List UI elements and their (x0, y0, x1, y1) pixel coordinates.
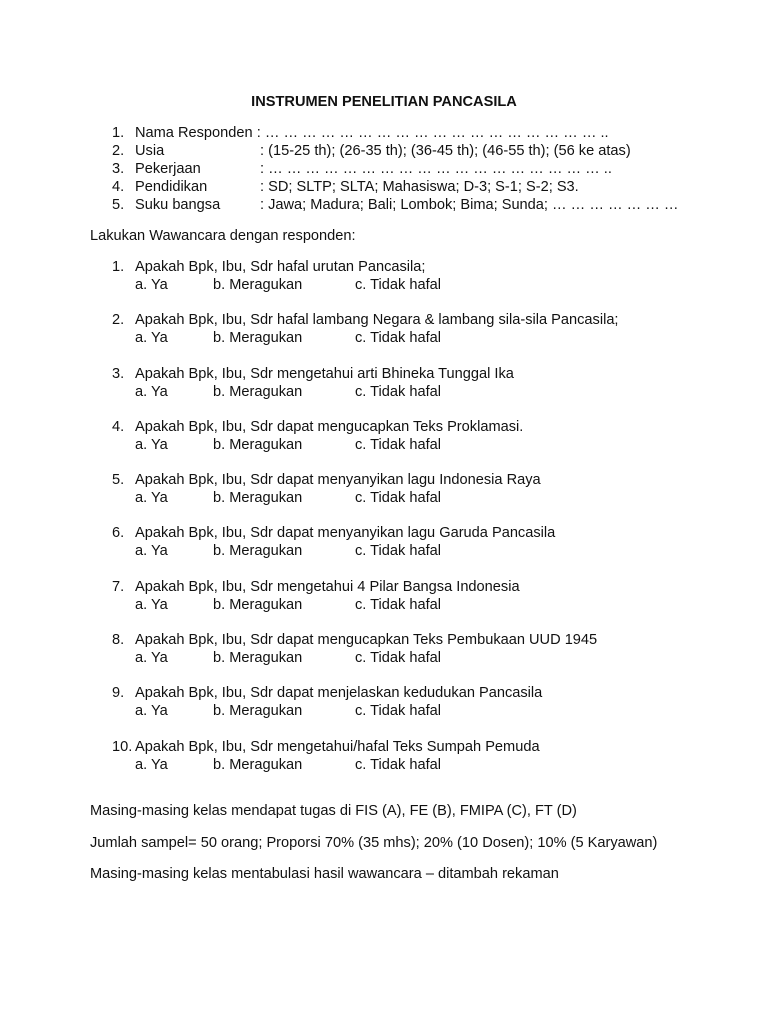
option-meragukan: b. Meragukan (213, 330, 303, 347)
question-number: 1. (112, 259, 125, 275)
option-ya: a. Ya (135, 383, 168, 400)
question-item (112, 631, 732, 684)
question-number: 2. (112, 312, 125, 329)
option-tidak-hafal: c. Tidak hafal (355, 756, 441, 773)
option-ya: a. Ya (135, 703, 168, 720)
question-item (112, 738, 732, 791)
field-number: 4. (112, 179, 125, 195)
option-meragukan: b. Meragukan (213, 703, 303, 720)
respondent-field-occupation (112, 160, 732, 178)
question-item (112, 578, 732, 631)
field-number: 2. (112, 143, 125, 159)
question-text: Apakah Bpk, Ibu, Sdr mengetahui arti Bhineka Tunggal Ika (135, 365, 514, 382)
field-number: 3. (112, 161, 125, 177)
question-number: 8. (112, 632, 125, 649)
option-tidak-hafal: c. Tidak hafal (355, 650, 441, 667)
option-ya: a. Ya (135, 650, 168, 667)
respondent-field-age (112, 142, 732, 160)
option-ya: a. Ya (135, 436, 168, 453)
question-item (112, 684, 732, 737)
question-number: 4. (112, 418, 125, 435)
question-item (112, 524, 732, 577)
option-ya: a. Ya (135, 756, 168, 773)
option-tidak-hafal: c. Tidak hafal (355, 436, 441, 453)
question-text: Apakah Bpk, Ibu, Sdr mengetahui/hafal Teks Sumpah Pemuda (135, 738, 540, 755)
question-number: 10. (112, 738, 133, 755)
question-number: 7. (112, 578, 125, 595)
field-value: : … … … … … … … … … … … … … … … … … … .. (260, 161, 612, 177)
interview-instruction: Lakukan Wawancara dengan responden: (90, 228, 356, 244)
question-item (112, 471, 732, 524)
field-value: : Jawa; Madura; Bali; Lombok; Bima; Sunda; … … … … … … … (260, 197, 679, 213)
respondent-field-ethnicity (112, 196, 732, 214)
option-ya: a. Ya (135, 330, 168, 347)
field-label: Usia (135, 143, 165, 159)
question-text: Apakah Bpk, Ibu, Sdr dapat menyanyikan lagu Indonesia Raya (135, 472, 541, 489)
option-ya: a. Ya (135, 543, 168, 560)
field-number: 1. (112, 125, 125, 141)
note-class-assignment: Masing-masing kelas mendapat tugas di FIS (A), FE (B), FMIPA (C), FT (D) (90, 803, 577, 819)
option-tidak-hafal: c. Tidak hafal (355, 703, 441, 720)
respondent-field-name (112, 124, 732, 142)
field-value: … … … … … … … … … … … … … … … … … … .. (264, 125, 609, 141)
question-text: Apakah Bpk, Ibu, Sdr dapat menyanyikan lagu Garuda Pancasila (135, 525, 556, 542)
option-meragukan: b. Meragukan (213, 756, 303, 773)
question-text: Apakah Bpk, Ibu, Sdr dapat menjelaskan kedudukan Pancasila (135, 685, 543, 702)
option-ya: a. Ya (135, 277, 168, 293)
option-meragukan: b. Meragukan (213, 436, 303, 453)
note-sample-size: Jumlah sampel= 50 orang; Proporsi 70% (35 mhs); 20% (10 Dosen); 10% (5 Karyawan) (90, 835, 658, 851)
option-tidak-hafal: c. Tidak hafal (355, 383, 441, 400)
question-text: Apakah Bpk, Ibu, Sdr mengetahui 4 Pilar Bangsa Indonesia (135, 578, 520, 595)
option-meragukan: b. Meragukan (213, 383, 303, 400)
field-label: Suku bangsa (135, 197, 221, 213)
field-value: : (15-25 th); (26-35 th); (36-45 th); (46-55 th); (56 ke atas) (260, 143, 631, 159)
question-number: 3. (112, 365, 125, 382)
question-item (112, 365, 732, 418)
option-tidak-hafal: c. Tidak hafal (355, 596, 441, 613)
field-number: 5. (112, 197, 125, 213)
option-meragukan: b. Meragukan (213, 277, 303, 293)
option-meragukan: b. Meragukan (213, 543, 303, 560)
option-ya: a. Ya (135, 596, 168, 613)
field-label: Nama Responden : (135, 125, 261, 141)
question-number: 6. (112, 525, 125, 542)
question-text: Apakah Bpk, Ibu, Sdr dapat mengucapkan Teks Pembukaan UUD 1945 (135, 632, 598, 649)
question-item (112, 311, 732, 364)
field-label: Pendidikan (135, 179, 208, 195)
option-tidak-hafal: c. Tidak hafal (355, 543, 441, 560)
document-title: INSTRUMEN PENELITIAN PANCASILA (251, 94, 517, 110)
field-value: : SD; SLTP; SLTA; Mahasiswa; D-3; S-1; S-2; S3. (260, 179, 579, 195)
question-number: 5. (112, 472, 125, 489)
option-meragukan: b. Meragukan (213, 596, 303, 613)
option-tidak-hafal: c. Tidak hafal (355, 277, 441, 293)
question-text: Apakah Bpk, Ibu, Sdr hafal urutan Pancasila; (135, 259, 426, 275)
option-tidak-hafal: c. Tidak hafal (355, 490, 441, 507)
option-meragukan: b. Meragukan (213, 490, 303, 507)
question-text: Apakah Bpk, Ibu, Sdr dapat mengucapkan Teks Proklamasi. (135, 418, 524, 435)
question-text: Apakah Bpk, Ibu, Sdr hafal lambang Negara & lambang sila-sila Pancasila; (135, 312, 619, 329)
respondent-fields (112, 124, 732, 214)
question-number: 9. (112, 685, 125, 702)
respondent-field-education (112, 178, 732, 196)
question-item (112, 418, 732, 471)
field-label-and-value (135, 124, 609, 142)
question-item (112, 258, 732, 311)
question-list (112, 258, 732, 791)
option-tidak-hafal: c. Tidak hafal (355, 330, 441, 347)
option-ya: a. Ya (135, 490, 168, 507)
field-label: Pekerjaan (135, 161, 201, 177)
note-tabulation: Masing-masing kelas mentabulasi hasil wawancara – ditambah rekaman (90, 866, 559, 882)
option-meragukan: b. Meragukan (213, 650, 303, 667)
